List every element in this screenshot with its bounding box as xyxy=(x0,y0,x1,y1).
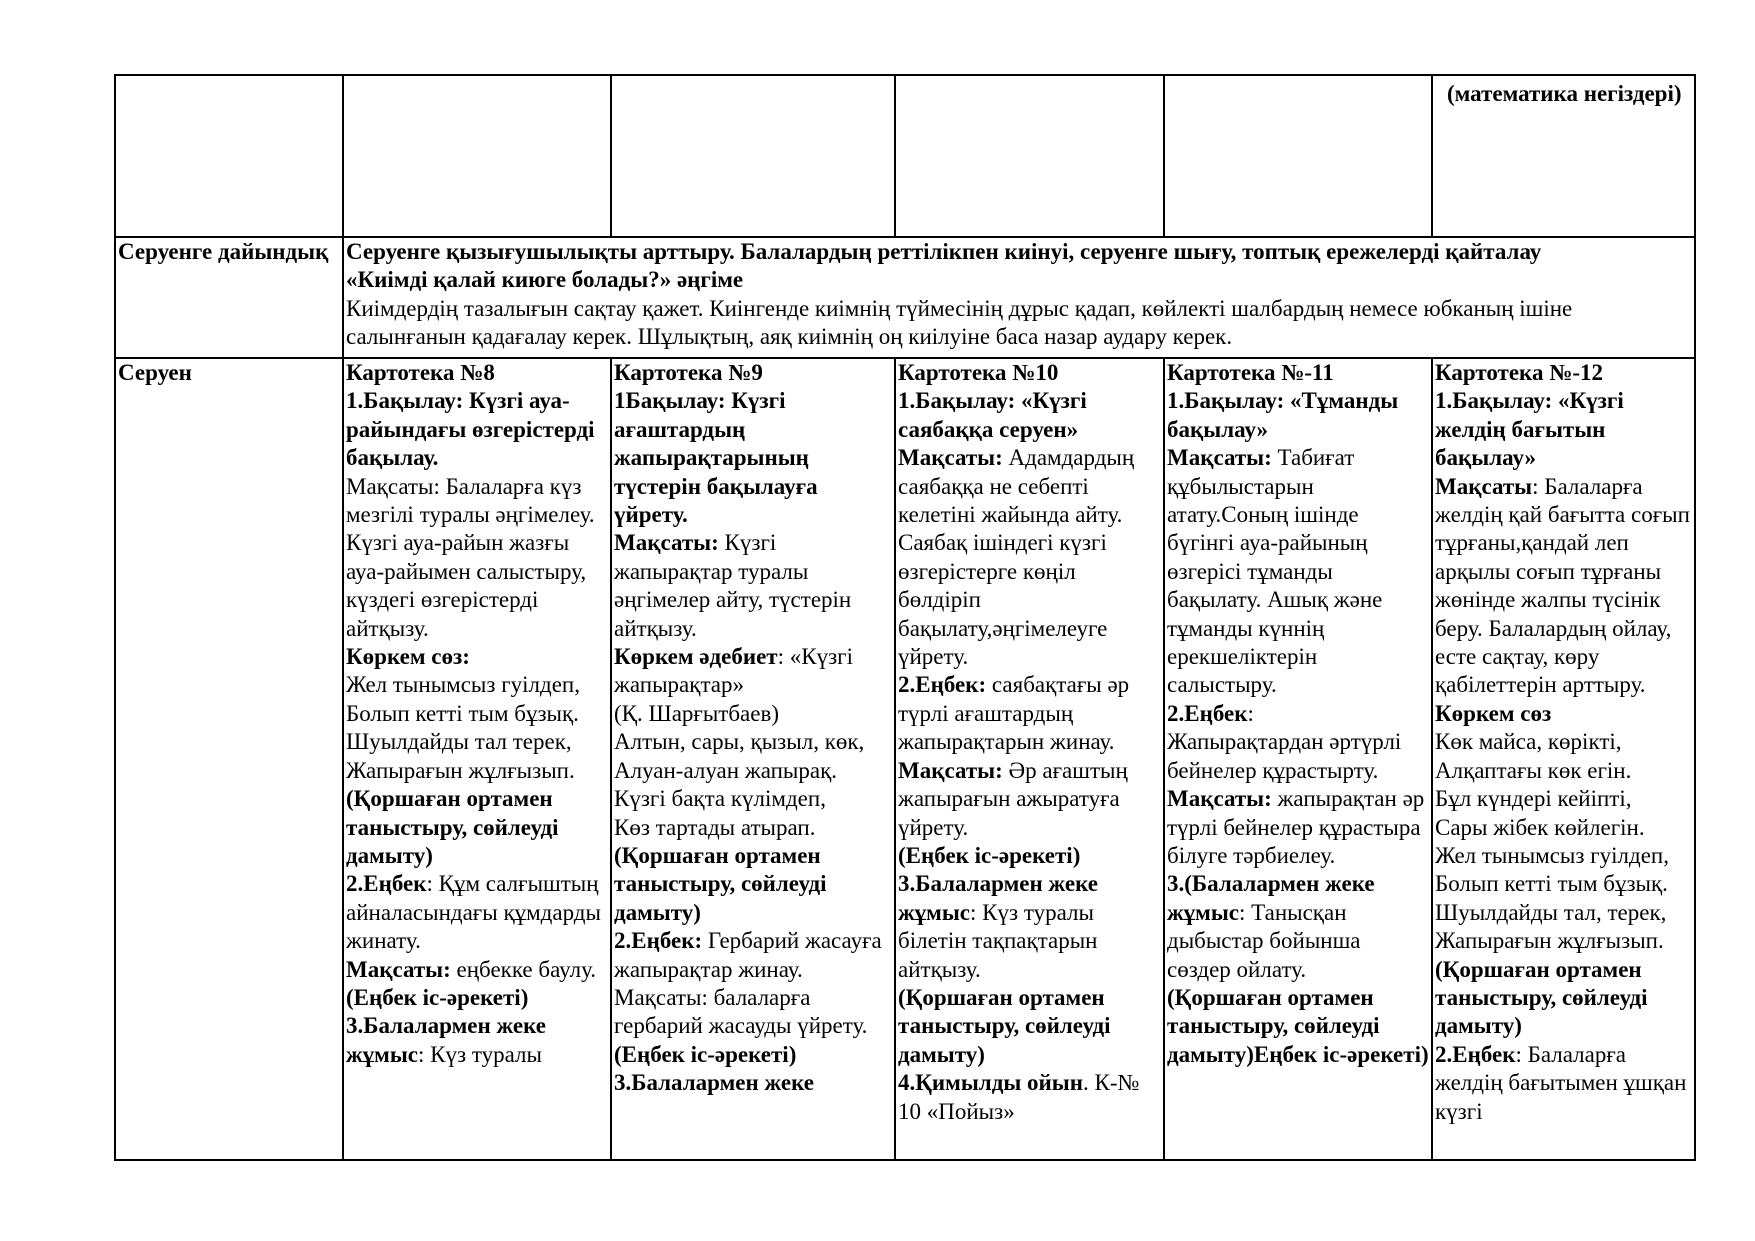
card-bold-text: (Еңбек іс-әрекеті) xyxy=(898,842,1081,868)
card-text-block xyxy=(1167,359,1429,387)
card-bold-text: Мақсаты xyxy=(1435,473,1533,499)
card-text: Жапырағын жұлғызып. xyxy=(346,757,575,783)
card-text: : Күз туралы xyxy=(418,1041,542,1067)
card-text-block xyxy=(346,359,608,387)
card-text-block xyxy=(346,728,608,756)
card-text: : «Күзгі жапырақтар» xyxy=(614,644,853,698)
card-text-block xyxy=(614,643,892,700)
card-text-block xyxy=(1167,728,1429,785)
card-text-block xyxy=(1435,1041,1692,1126)
card-bold-text: 2.Еңбек: xyxy=(614,928,703,954)
card-text-block xyxy=(1167,444,1429,700)
card-text-block xyxy=(1167,870,1429,984)
card-bold-text: (Қоршаған ортамен таныстыру, сөйлеуді дамыту) xyxy=(1435,956,1648,1039)
empty-cell xyxy=(115,75,343,237)
card-text-block xyxy=(1435,927,1692,955)
card-bold-text: (Еңбек іс-әрекеті) xyxy=(614,1041,797,1067)
card-text: Гербарий жасауға жапырақтар жинау. xyxy=(614,928,882,982)
card-text: Табиғат құбылыстарын атату.Соның ішінде бүгінгі ауа-райының өзгерісі тұманды бақылату. Ашық және тұманды күннің ерекшеліктерін салыстыру. xyxy=(1167,445,1383,698)
lesson-plan-table xyxy=(114,74,1696,1161)
card-bold-text: Мақсаты: xyxy=(1167,786,1272,812)
card-bold-text: (Қоршаған ортамен таныстыру, сөйлеуді дамыту)Еңбек іс-әрекеті) xyxy=(1167,984,1429,1067)
card-text: : Күз туралы білетін тақпақтарын айтқызу. xyxy=(898,899,1098,982)
card-text-block xyxy=(614,842,892,927)
walk-card-cell xyxy=(895,358,1164,1160)
card-text: : Құм салғыштың айналасындағы құмдарды жинату. xyxy=(346,871,601,954)
card-text-block xyxy=(1435,814,1692,842)
card-text-block xyxy=(898,444,1161,671)
card-bold-text: 2.Еңбек xyxy=(346,871,427,897)
card-text-block xyxy=(614,785,892,813)
card-text: : Балаларға желдің бағытымен ұшқан күзгі xyxy=(1435,1041,1687,1124)
card-text-block xyxy=(346,671,608,699)
card-text-block xyxy=(346,387,608,472)
card-text-block xyxy=(346,473,608,643)
card-bold-text: Картотека №-12 xyxy=(1435,360,1603,385)
card-text-block xyxy=(614,814,892,842)
card-text: Болып кетті тым бұзық. xyxy=(1435,871,1668,897)
card-text: : xyxy=(1247,700,1254,726)
card-text-block xyxy=(346,785,608,870)
card-bold-text: 3.Балалармен жеке жұмыс xyxy=(898,871,1098,925)
card-bold-text: 1.Бақылау: «Күзгі саябаққа серуен» xyxy=(898,388,1087,442)
walk-card-cell xyxy=(343,358,611,1160)
prep-row xyxy=(115,237,1695,358)
card-text: Болып кетті тым бұзық. xyxy=(346,700,579,726)
card-text: Жапырақтардан әртүрлі бейнелер құрастырту. xyxy=(1167,729,1402,783)
card-text-block xyxy=(614,359,892,387)
prep-title-line2: «Киімді қалай киюге болады?» әңгіме xyxy=(346,267,744,293)
card-bold-text: 3.(Балалармен жеке жұмыс xyxy=(1167,871,1375,925)
card-text-block xyxy=(614,1069,892,1097)
card-bold-text: Картотека №-11 xyxy=(1167,360,1334,385)
math-note-cell xyxy=(1432,75,1695,237)
empty-cell xyxy=(343,75,611,237)
card-bold-text: 1.Бақылау: Күзгі ауа-райындағы өзгерістерді бақылау. xyxy=(346,388,595,471)
card-text-block xyxy=(1435,473,1692,700)
walk-card-cell xyxy=(1164,358,1432,1160)
card-text-block xyxy=(614,387,892,529)
prep-label-cell xyxy=(115,237,343,358)
walk-card-cell xyxy=(611,358,895,1160)
card-text-block xyxy=(1167,984,1429,1069)
card-text-block xyxy=(898,1069,1161,1126)
card-text: Жел тынымсыз гуілдеп, xyxy=(1435,842,1669,868)
card-bold-text: (Қоршаған ортамен таныстыру, сөйлеуді дамыту) xyxy=(898,984,1111,1067)
card-text-block xyxy=(898,671,1161,756)
card-text-block xyxy=(898,359,1161,387)
card-text-block xyxy=(1435,757,1692,785)
card-text-block xyxy=(346,984,608,1012)
card-text-block xyxy=(614,1041,892,1069)
prep-body: Киімдердің тазалығын сақтау қажет. Киінгенде киімнің түймесінің дұрыс қадап, көйлекті шалбардың немесе юбканың ішіне салынғанын қадағалау керек. Шұлықтың, аяқ киімнің оң киілуіне баса назар аудару керек. xyxy=(346,295,1573,350)
empty-cell xyxy=(611,75,895,237)
prep-title-line1: Серуенге қызығушылықты арттыру. Балалардың реттілікпен киінуі, серуенге шығу, топтық ережелерді қайталау xyxy=(346,239,1542,264)
card-bold-text: Көркем сөз: xyxy=(346,644,470,670)
card-bold-text: Мақсаты: xyxy=(1167,445,1272,471)
card-text-block xyxy=(614,927,892,984)
header-row xyxy=(115,75,1695,237)
card-text-block xyxy=(1435,700,1692,728)
prep-label: Серуенге дайындық xyxy=(118,239,329,264)
card-text: : Танысқан дыбыстар бойынша сөздер ойлату. xyxy=(1167,899,1361,982)
card-text: Күзгі бақта күлімдеп, xyxy=(614,786,826,812)
card-text: Көз тартады атырап. xyxy=(614,814,816,840)
card-bold-text: Көркем әдебиет xyxy=(614,644,778,670)
card-text: (Қ. Шарғытбаев) xyxy=(614,700,779,726)
walk-card-cell xyxy=(1432,358,1695,1160)
card-text-block xyxy=(614,700,892,728)
card-text: Бұл күндері кейіпті, xyxy=(1435,786,1632,812)
card-text: саябақтағы әр түрлі ағаштардың жапырақтарын жинау. xyxy=(898,672,1130,755)
card-text-block xyxy=(1435,728,1692,756)
card-text-block xyxy=(1167,387,1429,444)
card-text: Алуан-алуан жапырақ. xyxy=(614,757,838,783)
card-text: Жел тынымсыз гуілдеп, xyxy=(346,672,580,698)
card-bold-text: 3.Балалармен жеке жұмыс xyxy=(346,1013,546,1067)
card-bold-text: Мақсаты: xyxy=(898,757,1003,783)
card-text-block xyxy=(346,956,608,984)
card-text-block xyxy=(346,1012,608,1069)
card-text: Көк майса, көрікті, xyxy=(1435,729,1622,755)
card-bold-text: 2.Еңбек xyxy=(1435,1041,1516,1067)
prep-content-cell xyxy=(343,237,1695,358)
card-text-block xyxy=(898,387,1161,444)
card-bold-text: 2.Еңбек: xyxy=(898,672,987,698)
card-text-block xyxy=(346,870,608,955)
empty-cell xyxy=(895,75,1164,237)
card-text-block xyxy=(1435,870,1692,898)
card-text: Алтын, сары, қызыл, көк, xyxy=(614,729,865,755)
card-text-block xyxy=(346,757,608,785)
card-bold-text: 4.Қимылды ойын xyxy=(898,1070,1084,1096)
card-bold-text: 1.Бақылау: «Күзгі желдің бағытын бақылау» xyxy=(1435,388,1624,471)
card-bold-text: Мақсаты: xyxy=(614,530,719,556)
card-text-block xyxy=(898,842,1161,870)
card-bold-text: Мақсаты: xyxy=(346,956,451,982)
card-text: . К-№ 10 «Пойыз» xyxy=(898,1070,1140,1124)
card-bold-text: (Қоршаған ортамен таныстыру, сөйлеуді дамыту) xyxy=(346,786,559,868)
card-text: еңбекке баулу. xyxy=(450,956,597,982)
card-text-block xyxy=(1167,700,1429,728)
card-text-block xyxy=(1435,359,1692,387)
card-text: Адамдардың саябаққа не себепті келетіні жайында айту. Саябақ ішіндегі күзгі өзгерістерге көңіл бөлдіріп бақылату,әңгімелеуге үйрету. xyxy=(898,445,1135,670)
card-text: Сары жібек көйлегін. xyxy=(1435,814,1645,840)
card-text-block xyxy=(1167,785,1429,870)
empty-cell xyxy=(1164,75,1432,237)
card-text: Мақсаты: Балаларға күз мезгілі туралы әңгімелеу. Күзгі ауа-райын жазғы ауа-райымен салыстыру, күздегі өзгерістерді айтқызу. xyxy=(346,473,595,641)
card-text-block xyxy=(898,870,1161,984)
card-bold-text: Мақсаты: xyxy=(898,445,1003,471)
walk-row xyxy=(115,358,1695,1160)
card-bold-text: 1.Бақылау: «Тұманды бақылау» xyxy=(1167,388,1399,442)
card-bold-text: 2.Еңбек xyxy=(1167,700,1248,726)
card-text: Алқаптағы көк егін. xyxy=(1435,757,1632,783)
card-text-block xyxy=(1435,842,1692,870)
card-bold-text: Көркем сөз xyxy=(1435,700,1552,726)
math-note: (математика негіздері) xyxy=(1447,81,1682,106)
card-bold-text: Картотека №9 xyxy=(614,360,763,385)
card-text: Мақсаты: балаларға гербарий жасауды үйрету. xyxy=(614,984,868,1039)
card-bold-text: (Еңбек іс-әрекеті) xyxy=(346,984,529,1010)
card-bold-text: Картотека №10 xyxy=(898,360,1059,385)
walk-label: Серуен xyxy=(118,360,192,385)
card-text-block xyxy=(346,700,608,728)
card-text: жапырақтан әр түрлі бейнелер құрастыра білуге тәрбиелеу. xyxy=(1167,786,1425,868)
card-text-block xyxy=(1435,387,1692,472)
card-text-block xyxy=(898,757,1161,842)
card-bold-text: 3.Балалармен жеке xyxy=(614,1070,814,1096)
card-text: Әр ағаштың жапырағын ажыратуға үйрету. xyxy=(898,757,1128,840)
card-text: Шуылдайды тал терек, xyxy=(346,729,572,755)
card-text-block xyxy=(614,757,892,785)
card-text-block xyxy=(614,529,892,643)
card-text: Күзгі жапырақтар туралы әңгімелер айту, түстерін айтқызу. xyxy=(614,530,852,641)
card-text-block xyxy=(1435,785,1692,813)
card-bold-text: 1Бақылау: Күзгі ағаштардың жапырақтарының түстерін бақылауға үйрету. xyxy=(614,388,818,528)
card-text: Жапырағын жұлғызып. xyxy=(1435,928,1664,954)
card-text-block xyxy=(346,643,608,671)
card-text: Шуылдайды тал, терек, xyxy=(1435,899,1667,925)
card-text: : Балаларға желдің қай бағытта соғып тұрғаны,қандай леп арқылы соғып тұрғаны жөнінде жалпы түсінік беру. Балалардың ойлау, есте сақтау, көру қабілеттерін арттыру. xyxy=(1435,473,1690,698)
card-bold-text: Картотека №8 xyxy=(346,360,495,385)
card-text-block xyxy=(898,984,1161,1069)
walk-label-cell xyxy=(115,358,343,1160)
card-text-block xyxy=(1435,956,1692,1041)
card-text-block xyxy=(1435,899,1692,927)
card-bold-text: (Қоршаған ортамен таныстыру, сөйлеуді дамыту) xyxy=(614,842,827,925)
card-text-block xyxy=(614,984,892,1041)
card-text-block xyxy=(614,728,892,756)
